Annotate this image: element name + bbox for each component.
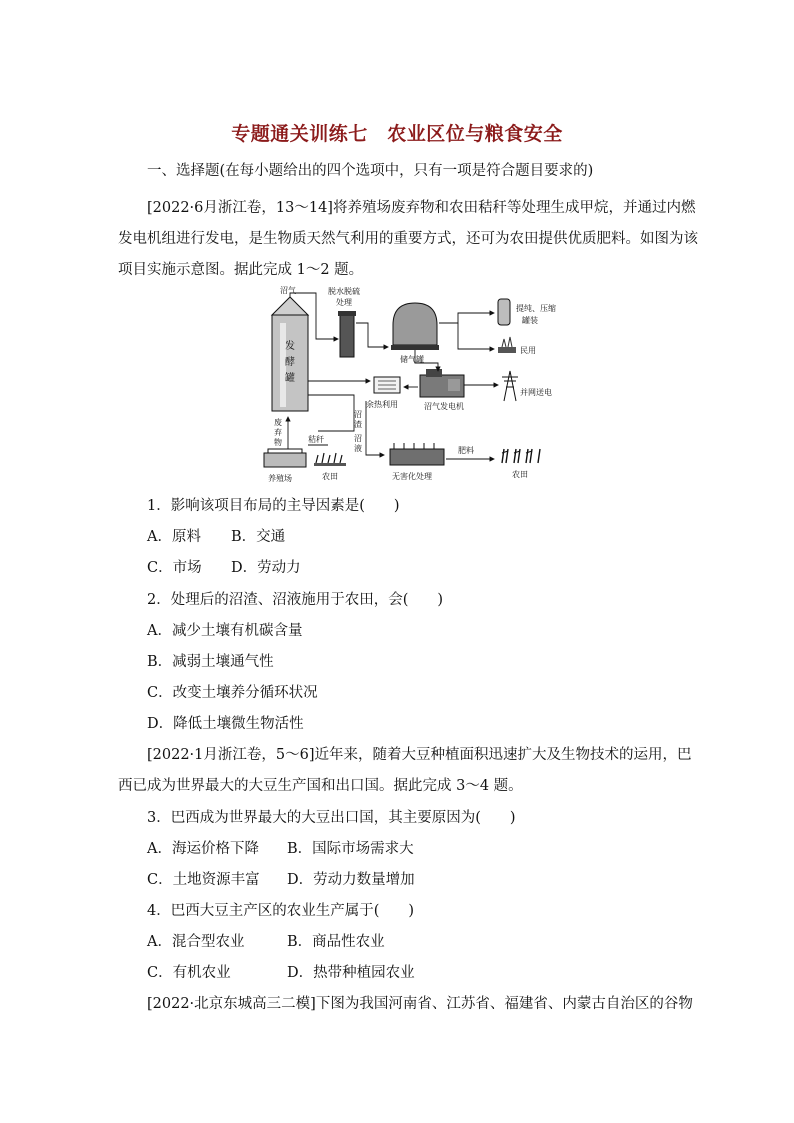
- harmless-label: 无害化处理: [392, 472, 432, 481]
- farm-building-icon: [264, 453, 306, 467]
- liquid-label-2: 液: [354, 444, 362, 453]
- purify-label-2: 罐装: [522, 316, 538, 325]
- q3-option-a[interactable]: A．海运价格下降: [147, 841, 259, 857]
- stove-icon: [498, 337, 516, 353]
- waste-label-1: 废: [274, 418, 282, 427]
- intro1-line3: 项目实施示意图。据此完成 1～2 题。: [118, 262, 364, 278]
- q4-option-b[interactable]: B．商品性农业: [287, 934, 385, 950]
- purify-label: 提纯、压缩: [516, 304, 556, 313]
- q2-option-d[interactable]: D．降低土壤微生物活性: [147, 716, 304, 732]
- q3-option-c[interactable]: C．土地资源丰富: [147, 872, 260, 888]
- q3-option-d[interactable]: D．劳动力数量增加: [287, 872, 415, 888]
- gas-cylinder: [498, 299, 510, 325]
- grid-label: 并网送电: [520, 388, 552, 397]
- storage-base: [391, 345, 439, 350]
- residue-label-2: 渣: [354, 420, 362, 429]
- question-3-stem: 3．巴西成为世界最大的大豆出口国，其主要原因为( ): [147, 810, 516, 826]
- q2-option-a[interactable]: A．减少土壤有机碳含量: [147, 623, 303, 639]
- waste-heat-label: 余热利用: [366, 400, 398, 409]
- fermentation-tank: [272, 297, 308, 411]
- dewater-label: 脱水脱硫: [328, 287, 360, 296]
- farm-label: 养殖场: [268, 474, 292, 483]
- liquid-label-1: 沼: [354, 434, 362, 443]
- q3-option-b[interactable]: B．国际市场需求大: [287, 841, 414, 857]
- ferment-label-2: 酵: [285, 357, 295, 368]
- treatment-pool-icon: [390, 443, 444, 465]
- q1-option-b[interactable]: B．交通: [231, 529, 286, 545]
- generator-icon: [420, 369, 464, 397]
- q4-option-a[interactable]: A．混合型农业: [147, 934, 245, 950]
- fertilizer-label: 肥料: [458, 446, 474, 455]
- q4-option-c[interactable]: C．有机农业: [147, 965, 231, 981]
- intro2-line1: [2022·1月浙江卷，5～6]近年来，随着大豆种植面积迅速扩大及生物技术的运用，巴: [147, 747, 692, 763]
- q2-option-b[interactable]: B．减弱土壤通气性: [147, 654, 274, 670]
- q4-option-d[interactable]: D．热带种植园农业: [287, 965, 415, 981]
- ferment-label-3: 罐: [285, 373, 295, 384]
- biogas-project-diagram: [258, 283, 576, 486]
- question-1-stem: 1．影响该项目布局的主导因素是( ): [147, 498, 400, 514]
- residue-label-1: 沼: [354, 410, 362, 419]
- straw-label: 秸秆: [308, 435, 324, 444]
- intro1-line2: 发电机组进行发电，是生物质天然气利用的重要方式，还可为农田提供优质肥料。如图为该: [118, 231, 698, 247]
- q1-option-d[interactable]: D．劳动力: [231, 560, 301, 576]
- q2-option-c[interactable]: C．改变土壤养分循环状况: [147, 685, 318, 701]
- dewater-label-2: 处理: [336, 298, 352, 307]
- civil-label: 民用: [520, 346, 536, 355]
- intro2-line2: 西已成为世界最大的大豆生产国和出口国。据此完成 3～4 题。: [118, 778, 523, 794]
- dewater-unit: [340, 315, 354, 357]
- crop-field-icon: [314, 453, 346, 466]
- q1-option-c[interactable]: C．市场: [147, 560, 202, 576]
- section-heading: 一、选择题(在每小题给出的四个选项中，只有一项是符合题目要求的): [147, 163, 594, 179]
- intro3-line1: [2022·北京东城高三二模]下图为我国河南省、江苏省、福建省、内蒙古自治区的谷物: [147, 996, 693, 1012]
- field-label-1: 农田: [322, 472, 338, 481]
- generator-label: 沼气发电机: [424, 402, 464, 411]
- question-2-stem: 2．处理后的沼渣、沼液施用于农田，会( ): [147, 592, 444, 608]
- intro1-line1: [2022·6月浙江卷，13～14]将养殖场废弃物和农田秸秆等处理生成甲烷，并通过内燃: [147, 200, 696, 216]
- power-tower-icon: [502, 371, 518, 401]
- field-label-2: 农田: [512, 470, 528, 479]
- q1-option-a[interactable]: A．原料: [147, 529, 201, 545]
- waste-label-3: 物: [274, 438, 282, 447]
- storage-tank: [393, 303, 437, 345]
- question-4-stem: 4．巴西大豆主产区的农业生产属于( ): [147, 903, 415, 919]
- waste-label-2: 弃: [274, 428, 282, 437]
- page-title: 专题通关训练七 农业区位与粮食安全: [231, 123, 563, 145]
- ferment-label-1: 发: [285, 341, 295, 352]
- storage-label: 储气罐: [400, 355, 424, 364]
- dewater-cap: [338, 311, 356, 316]
- crop-field-2-icon: [502, 449, 540, 463]
- biogas-label: 沼气: [280, 286, 296, 295]
